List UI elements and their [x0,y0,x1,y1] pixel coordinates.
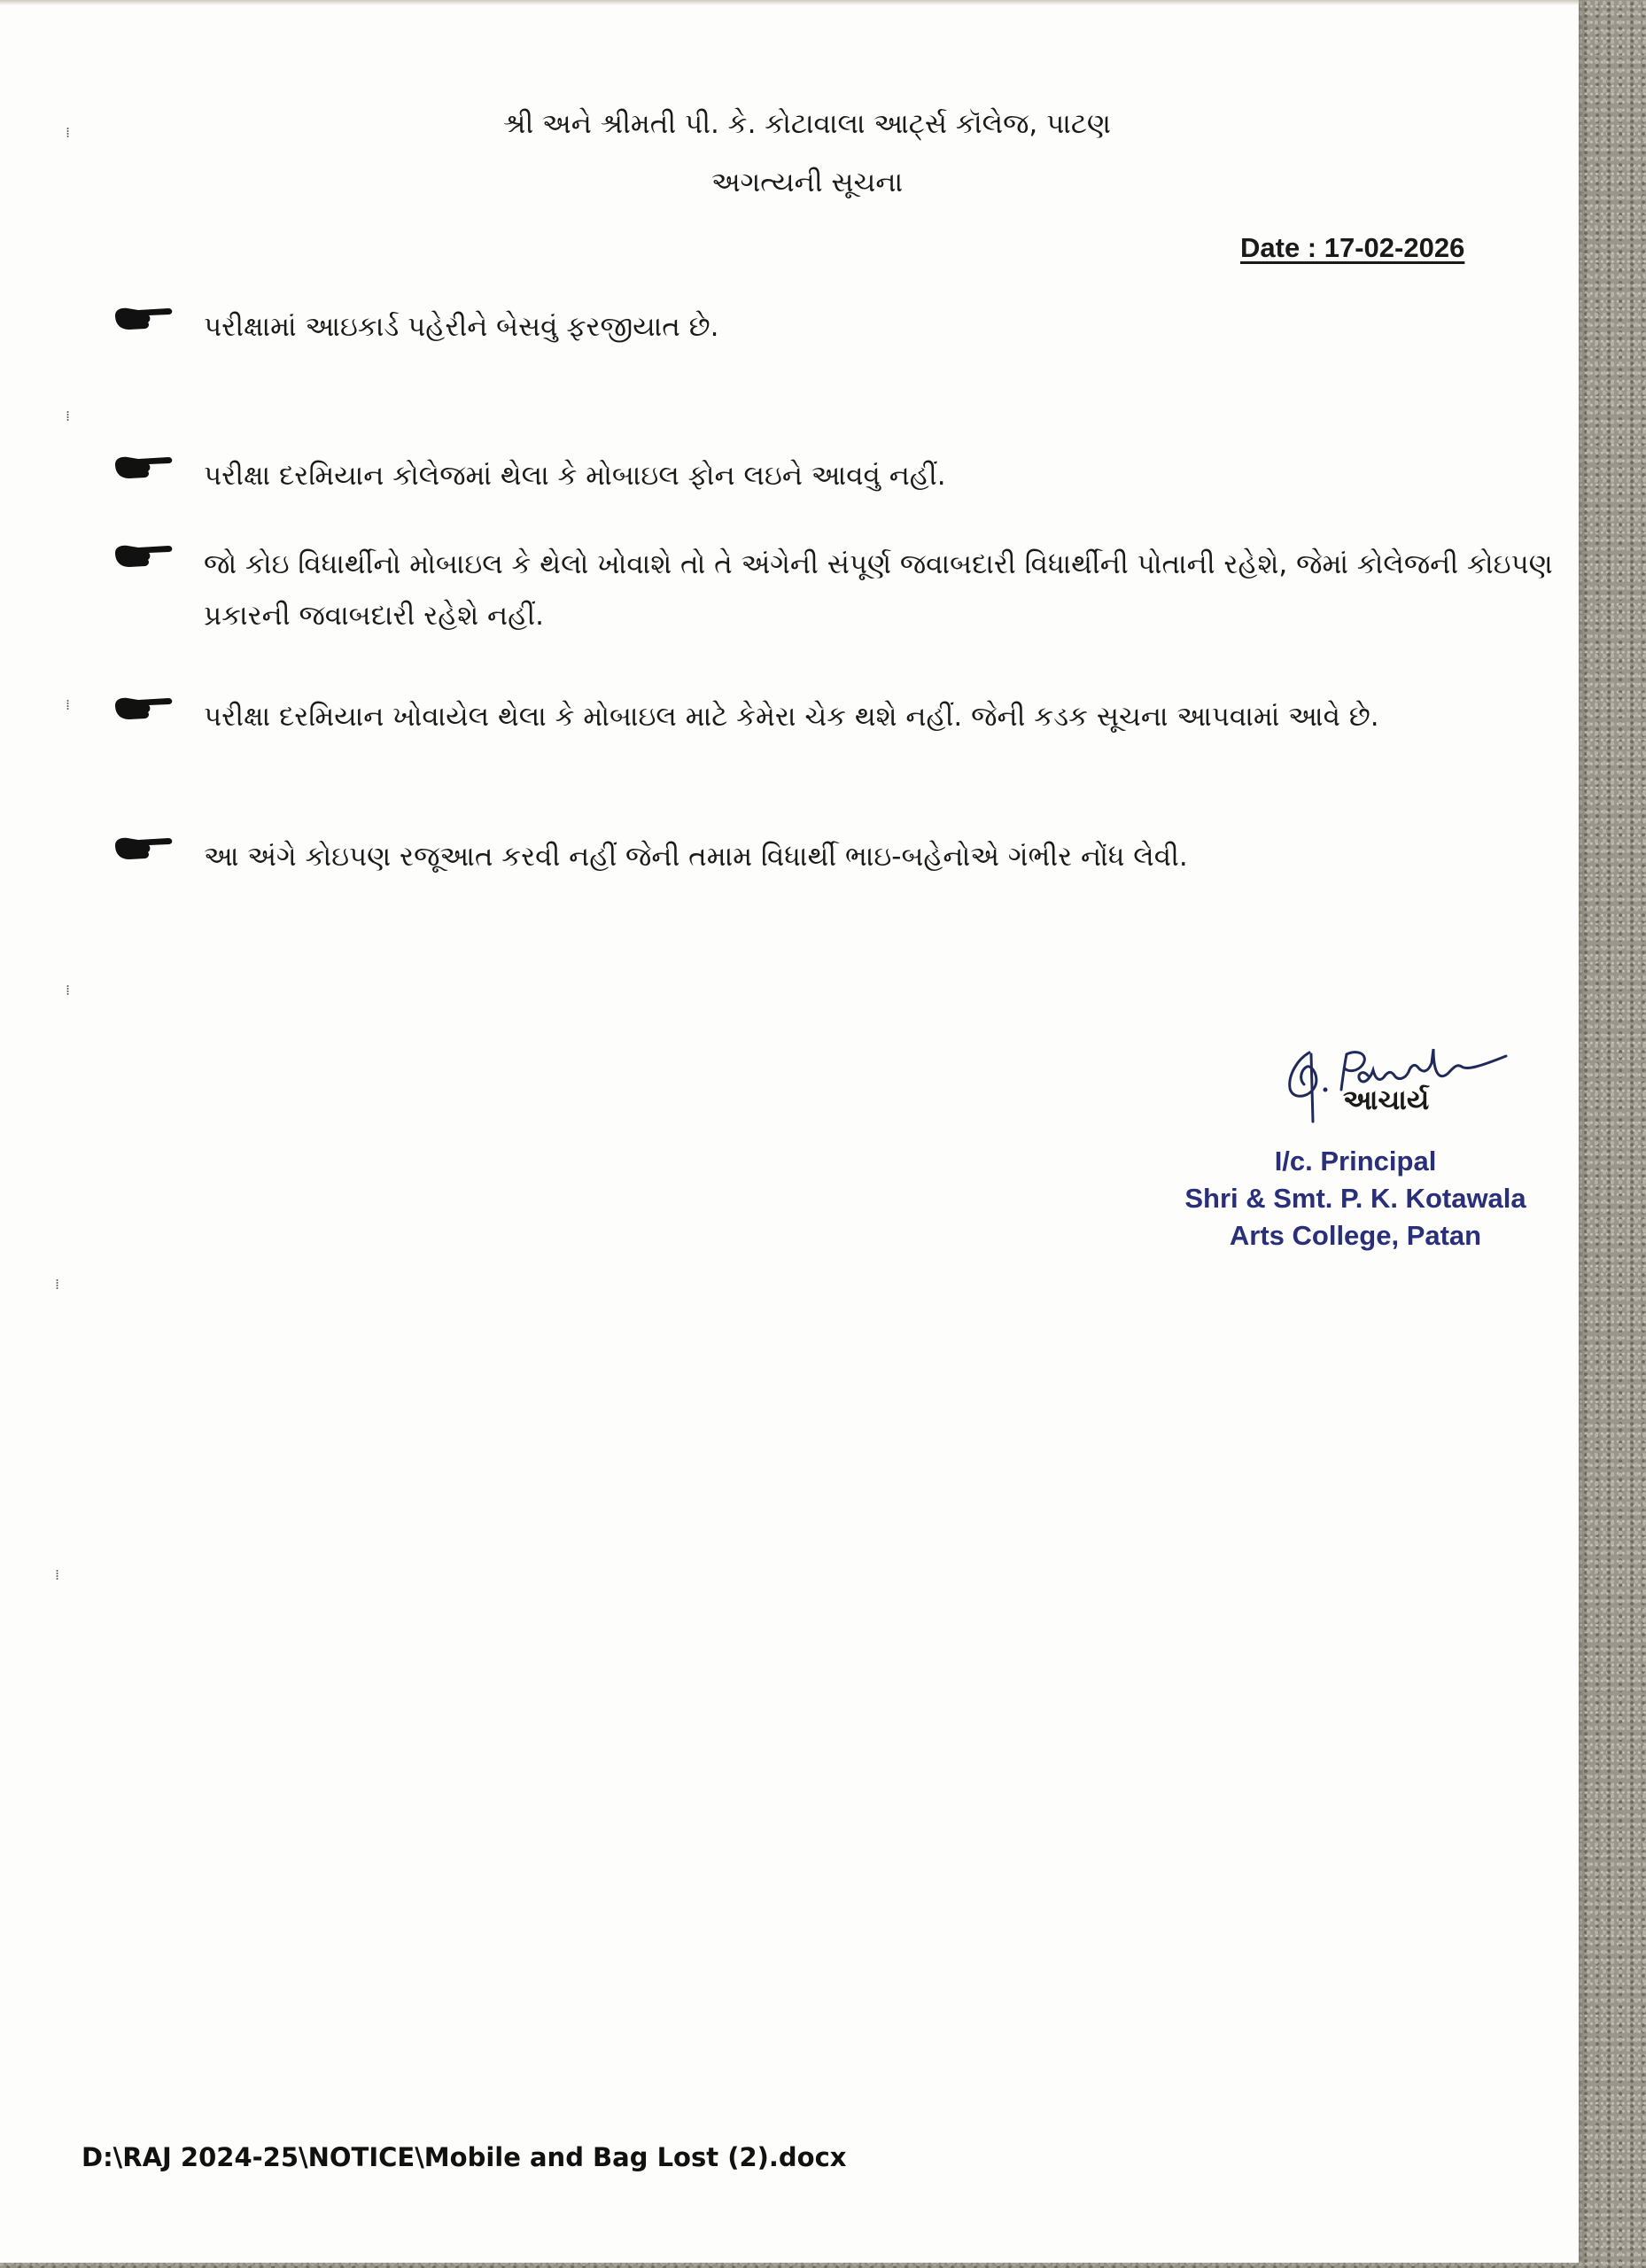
pointing-hand-icon [112,693,175,723]
scan-speck: ⁞ [66,408,71,424]
stamp-line: I/c. Principal [1274,1146,1437,1177]
file-path-footer: D:\RAJ 2024-25\NOTICE\Mobile and Bag Lost (2).docx [82,2142,847,2172]
notice-point-text: આ અંગે કોઇપણ રજૂઆત કરવી નહીં જેની તમામ વિધાર્થી ભાઇ-બહેનોએ ગંભીર નોંધ લેવી. [204,841,1188,873]
notice-point-text: પરીક્ષા દરમિયાન કોલેજમાં થેલા કે મોબાઇલ ફોન લઇને આવવું નહીં. [204,460,946,492]
signature-block [1169,1037,1541,1267]
college-name: શ્રી અને શ્રીમતી પી. કે. કોટાવાલા આર્ટ્સ કૉલેજ, પાટણ [503,108,1111,140]
stamp-line: Arts College, Patan [1229,1220,1482,1251]
designation-label: આચાર્ય [1343,1084,1430,1116]
pointing-hand-icon [112,833,175,863]
notice-title: અગત્યની સૂચના [710,167,904,198]
scan-speck: ⁞ [55,1566,60,1583]
notice-point-text: પરીક્ષા દરમિયાન ખોવાયેલ થેલા કે મોબાઇલ માટે કેમેરા ચેક થશે નહીં. જેની કડક સૂચના આપવામાં આવે છે. [204,701,1379,733]
notice-point-text: પરીક્ષામાં આઇકાર્ડ પહેરીને બેસવું ફરજીયાત છે. [204,311,719,343]
pointing-hand-icon [112,540,175,571]
notice-point-text: જો કોઇ વિધાર્થીનો મોબાઇલ કે થેલો ખોવાશે તો તે અંગેની સંપૂર્ણ જવાબદારી વિધાર્થીની પોતાની રહેશે, જેમાં કોલેજની કોઇપણ પ્રકારની જવાબદારી રહેશે નહીં. [204,548,1553,632]
stamp-line: Shri & Smt. P. K. Kotawala [1184,1183,1526,1214]
pointing-hand-icon [112,303,175,333]
paper-edge [0,0,1579,5]
principal-stamp [1169,1143,1541,1254]
scan-speck: ⁞ [66,124,71,141]
scan-speck: ⁞ [66,696,71,713]
scan-speck: ⁞ [55,1276,60,1293]
notice-date: Date : 17-02-2026 [1240,232,1465,263]
scan-speck: ⁞ [66,982,71,998]
pointing-hand-icon [112,452,175,482]
